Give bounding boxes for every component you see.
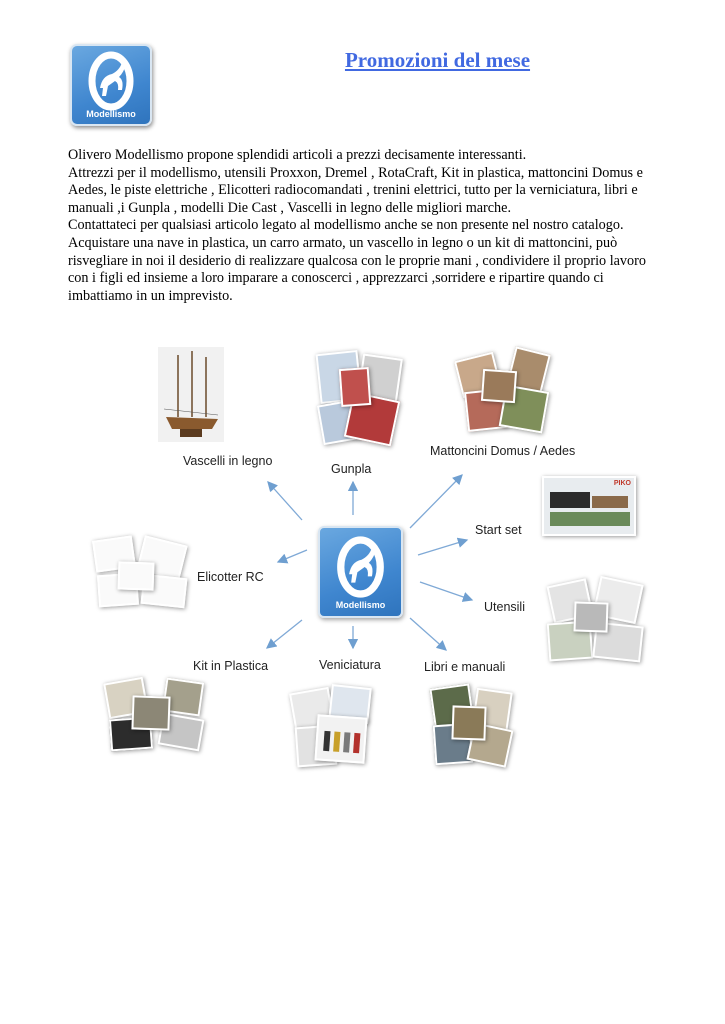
box-brand-label: PIKO — [613, 480, 631, 487]
category-label-kit: Kit in Plastica — [193, 659, 269, 673]
bull-logo-icon — [320, 532, 401, 602]
start-set-box — [542, 476, 636, 536]
category-label-elicotter: Elicotter RC — [197, 570, 264, 584]
category-label-mattoncini: Mattoncini Domus / Aedes — [430, 444, 576, 458]
arrow — [267, 620, 302, 648]
arrow — [410, 475, 462, 528]
center-logo — [318, 526, 403, 618]
arrow — [418, 540, 467, 555]
category-label-vascelli: Vascelli in legno — [183, 454, 273, 468]
libri-photo — [451, 705, 486, 740]
kit-photo — [131, 695, 170, 730]
page-title[interactable]: Promozioni del mese — [344, 48, 531, 72]
category-diagram — [0, 330, 725, 790]
arrow — [410, 618, 446, 650]
arrow — [268, 482, 302, 520]
intro-paragraph: Attrezzi per il modellismo, utensili Proxxon, Dremel , RotaCraft, Kit in plastica, mattoncini Domus e Aedes, le piste elettriche , Elicotteri radiocomandati , trenini elettrici, tutto per la verniciatura, libri e manuali ,i Gunpla , modelli Die Cast , Vascelli in legno delle migliori marche. — [68, 164, 643, 216]
logo-label: Modellismo — [86, 109, 136, 119]
modellismo-logo — [70, 44, 152, 126]
intro-paragraph: Contattateci per qualsiasi articolo legato al modellismo anche se non presente nel nostro catalogo. — [68, 217, 624, 234]
category-label-utensili: Utensili — [484, 600, 525, 614]
gunpla-photo — [339, 367, 372, 407]
category-label-startset: Start set — [475, 523, 522, 537]
intro-paragraph: Acquistare una nave in plastica, un carro armato, un vascello in legno o un kit di mattoncini, può risvegliare in noi il desiderio di realizzare qualcosa con le proprie mani , condividere il proprio lavoro con i figli ed insieme a loro imparare a conoscerci , apprezzarci ,sorridere e ripartire quando ci imbattiamo in un imprevisto. — [68, 234, 646, 304]
elicotter-photo — [118, 561, 155, 590]
intro-paragraph: Olivero Modellismo propone splendidi articoli a prezzi decisamente interessanti. — [68, 147, 527, 163]
category-label-libri: Libri e manuali — [424, 660, 506, 674]
veniciatura-photo — [314, 714, 367, 763]
mattoncini-photo — [481, 369, 517, 403]
category-label-veniciatura: Veniciatura — [319, 658, 381, 672]
category-label-gunpla: Gunpla — [331, 462, 372, 476]
ship-photo — [158, 347, 224, 442]
utensili-photo — [573, 601, 608, 632]
bull-logo-icon — [72, 50, 150, 112]
arrow — [278, 550, 307, 562]
center-logo-label: Modellismo — [335, 600, 386, 610]
arrow — [420, 582, 472, 600]
intro-text — [68, 147, 660, 305]
